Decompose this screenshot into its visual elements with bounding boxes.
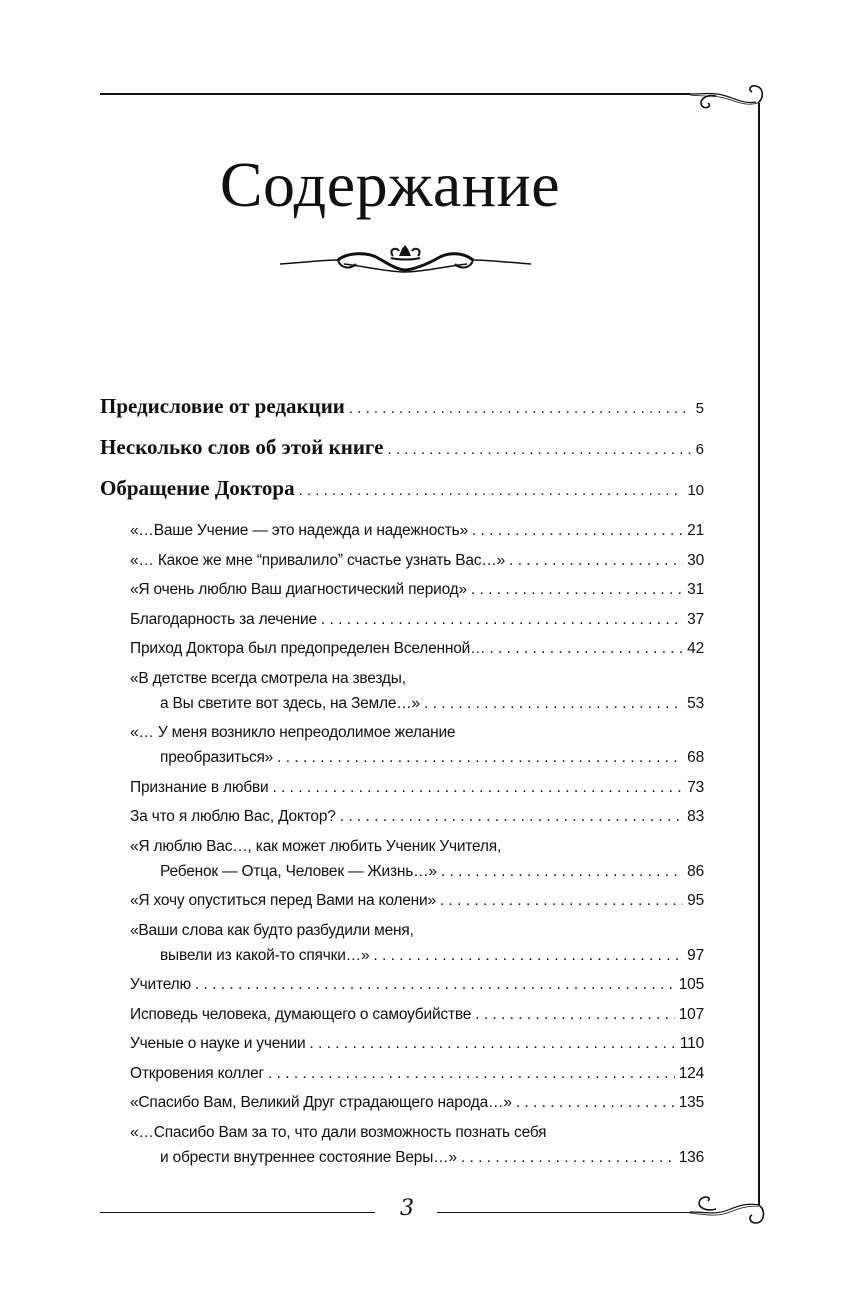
toc-entry-title: Несколько слов об этой книге [100, 435, 384, 459]
toc-entry-title-line2: Ребенок — Отца, Человек — Жизнь…» [160, 862, 437, 880]
toc-entry-page: 124 [678, 1064, 704, 1082]
toc-entry-title: Предисловие от редакции [100, 394, 345, 418]
dot-leader [349, 400, 692, 417]
toc-entry-title: «Я хочу опуститься перед Вами на колени» [130, 892, 436, 909]
toc-entry-page: 107 [678, 1005, 704, 1023]
toc-entry-title: «Спасибо Вам, Великий Друг страдающего народа…» [130, 1094, 512, 1111]
toc-entry-page: 136 [678, 1148, 704, 1166]
dot-leader [475, 1006, 675, 1024]
toc-entry-title-line1: «… У меня возникло непреодолимое желание [130, 724, 456, 741]
frame-top-rule [100, 93, 690, 95]
toc-entry[interactable] [130, 779, 704, 809]
dot-leader [441, 863, 683, 881]
toc-entry[interactable] [130, 808, 704, 838]
toc-entry-page: 135 [678, 1094, 704, 1111]
toc-entry-page: 37 [687, 610, 704, 628]
dot-leader [340, 808, 683, 826]
toc-entry-title-line2: вывели из какой-то спячки…» [160, 946, 370, 964]
toc-entry-major[interactable] [100, 476, 704, 517]
dot-leader [509, 552, 683, 570]
toc-entry[interactable] [130, 640, 704, 670]
toc-entry-page: 105 [678, 976, 704, 993]
dot-leader [472, 522, 683, 540]
toc-entry-page: 68 [687, 749, 704, 766]
toc-entry[interactable] [130, 552, 704, 582]
dot-leader [373, 947, 683, 965]
dot-leader [461, 1149, 675, 1167]
page-title: Содержание [219, 149, 561, 220]
toc-entry-page: 10 [687, 482, 704, 499]
toc-entry[interactable] [130, 522, 704, 552]
toc-entry-page: 6 [695, 441, 704, 458]
toc-entry-page: 42 [687, 640, 704, 657]
toc-entry[interactable] [130, 976, 704, 1006]
toc-entry-title: «Я очень люблю Ваш диагностический период» [130, 581, 467, 598]
toc-entry[interactable] [130, 1006, 704, 1036]
toc-subentries [130, 522, 704, 1178]
toc-entry-page: 21 [687, 522, 704, 539]
scroll-flourish-icon [686, 1185, 766, 1230]
toc-entry-title-line2: преобразиться» [160, 749, 274, 766]
toc-entry-title: Благодарность за лечение [130, 610, 317, 628]
toc-entry-page: 110 [679, 1035, 704, 1052]
toc-entry-page: 95 [687, 892, 704, 909]
dot-leader [471, 581, 683, 599]
toc-entry-page: 31 [687, 581, 704, 598]
dot-leader [309, 1035, 675, 1053]
toc-entry[interactable] [130, 838, 704, 893]
toc-entry-title: Откровения коллег [130, 1064, 264, 1082]
toc-entry[interactable] [130, 581, 704, 611]
footer-rule-left [100, 1212, 375, 1213]
toc-entry-title: «… Какое же мне “привалило” счастье узнать Вас…» [130, 551, 506, 569]
toc-entry-title: Признание в любви [130, 778, 269, 796]
dot-leader [424, 695, 683, 713]
dot-leader [388, 441, 692, 458]
toc-entry-title-line2: и обрести внутреннее состояние Веры…» [160, 1148, 457, 1166]
toc-entry-title-line2: а Вы светите вот здесь, на Земле…» [160, 694, 420, 712]
toc-entry-page: 73 [687, 778, 704, 796]
dot-leader [440, 892, 683, 910]
ornamental-divider-icon [278, 242, 533, 276]
toc-entry-title: «…Ваше Учение — это надежда и надежность» [130, 522, 468, 539]
dot-leader [321, 611, 683, 629]
dot-leader [277, 749, 683, 767]
frame-right-rule [758, 105, 760, 1195]
toc-entry-page: 83 [687, 808, 704, 825]
toc-entry[interactable] [130, 670, 704, 725]
toc-entry[interactable] [130, 1094, 704, 1124]
toc-entry-page: 30 [687, 551, 704, 569]
table-of-contents [100, 394, 704, 1178]
toc-entry-page: 5 [695, 400, 704, 417]
toc-entry-title-line1: «Я люблю Вас…, как может любить Ученик Учителя, [130, 837, 502, 855]
toc-entry[interactable] [130, 611, 704, 641]
dot-leader [516, 1094, 675, 1112]
toc-entry-title: Приход Доктора был предопределен Вселенной… [130, 640, 486, 657]
dot-leader [299, 482, 684, 499]
toc-entry-title-line1: «…Спасибо Вам за то, что дали возможность познать себя [130, 1123, 547, 1141]
toc-entry[interactable] [130, 1124, 704, 1179]
page-number: 3 [400, 1196, 414, 1221]
scroll-flourish-icon [686, 80, 766, 120]
dot-leader [272, 779, 683, 797]
toc-entry-title-line1: «В детстве всегда смотрела на звезды, [130, 669, 406, 687]
toc-entry-major[interactable] [100, 435, 704, 476]
footer-rule-right [437, 1212, 692, 1213]
toc-entry-page: 53 [687, 694, 704, 712]
toc-entry-title: За что я люблю Вас, Доктор? [130, 808, 336, 825]
toc-entry[interactable] [130, 892, 704, 922]
toc-entry[interactable] [130, 922, 704, 977]
toc-entry-page: 97 [687, 946, 704, 964]
toc-entry[interactable] [130, 724, 704, 779]
dot-leader [489, 640, 683, 658]
toc-entry-title-line1: «Ваши слова как будто разбудили меня, [130, 921, 414, 939]
toc-entry-page: 86 [687, 862, 704, 880]
dot-leader [268, 1065, 675, 1083]
toc-entry-title: Обращение Доктора [100, 476, 295, 500]
toc-entry-major[interactable] [100, 394, 704, 435]
toc-entry[interactable] [130, 1035, 704, 1065]
toc-entry-title: Исповедь человека, думающего о самоубийстве [130, 1005, 472, 1023]
toc-entry-title: Ученые о науке и учении [130, 1035, 306, 1052]
toc-entry[interactable] [130, 1065, 704, 1095]
toc-entry-title: Учителю [130, 976, 191, 993]
dot-leader [195, 976, 675, 994]
